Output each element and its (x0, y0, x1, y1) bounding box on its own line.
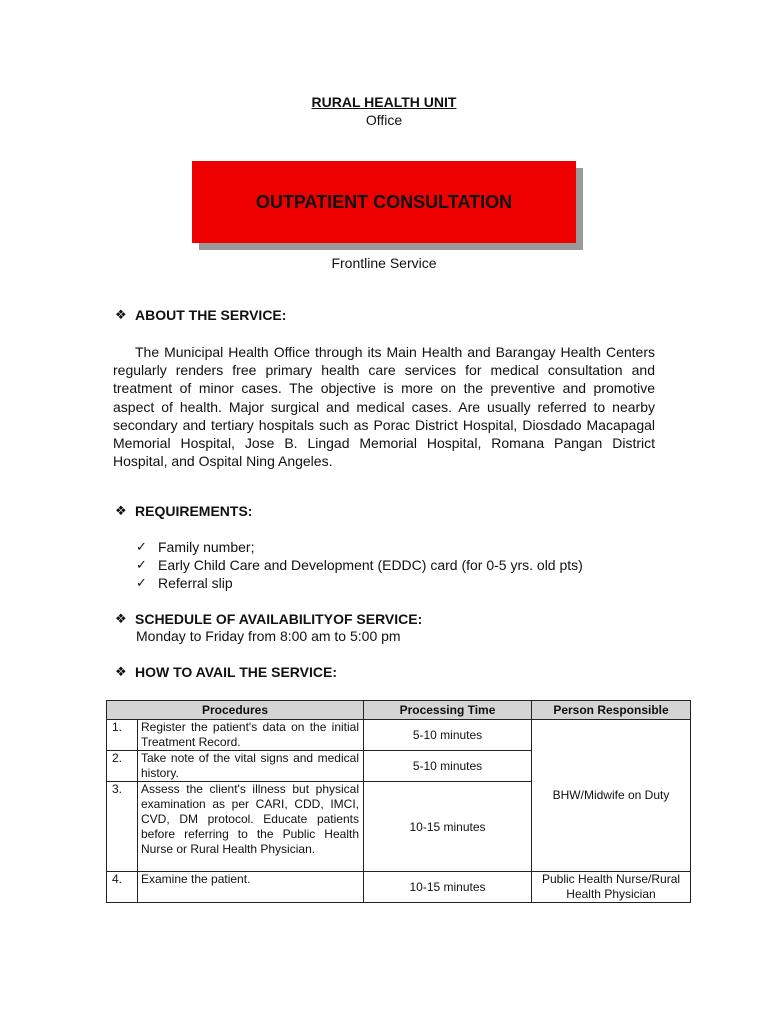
unit-title: RURAL HEALTH UNIT (311, 94, 457, 110)
diamond-bullet-icon: ❖ (115, 611, 127, 626)
about-heading (115, 307, 286, 323)
step-description: Examine the patient. (138, 872, 364, 903)
requirement-item (136, 575, 233, 591)
table-row (107, 720, 691, 751)
diamond-bullet-icon: ❖ (115, 307, 127, 322)
requirements-heading (115, 503, 252, 519)
processing-time: 10-15 minutes (364, 872, 532, 903)
procedures-table (106, 700, 691, 903)
checkmark-icon: ✓ (136, 575, 147, 590)
service-type: Frontline Service (331, 255, 437, 271)
procedures-header: Procedures (107, 701, 364, 720)
table-header-row (107, 701, 691, 720)
step-number: 1. (107, 720, 138, 751)
how-to-heading-text: HOW TO AVAIL THE SERVICE: (135, 664, 337, 680)
requirement-item (136, 557, 583, 573)
schedule-heading-text: SCHEDULE OF AVAILABILITYOF SERVICE: (135, 611, 423, 627)
processing-time-header: Processing Time (364, 701, 532, 720)
about-heading-text: ABOUT THE SERVICE: (135, 307, 287, 323)
step-number: 3. (107, 782, 138, 872)
person-responsible: Public Health Nurse/Rural Health Physician (532, 872, 691, 903)
checkmark-icon: ✓ (136, 539, 147, 554)
unit-subtitle: Office (365, 112, 403, 128)
processing-time: 5-10 minutes (364, 751, 532, 782)
checkmark-icon: ✓ (136, 557, 147, 572)
requirement-text: Early Child Care and Development (EDDC) card (for 0-5 yrs. old pts) (158, 557, 583, 573)
diamond-bullet-icon: ❖ (115, 664, 127, 679)
requirement-text: Referral slip (158, 575, 233, 591)
step-number: 4. (107, 872, 138, 903)
table-row (107, 872, 691, 903)
step-description: Take note of the vital signs and medical history. (138, 751, 364, 782)
schedule-text: Monday to Friday from 8:00 am to 5:00 pm (136, 628, 401, 644)
service-title: OUTPATIENT CONSULTATION (255, 191, 513, 212)
service-title-banner (192, 161, 576, 243)
step-number: 2. (107, 751, 138, 782)
requirement-item (136, 539, 254, 555)
requirements-heading-text: REQUIREMENTS: (135, 503, 253, 519)
requirement-text: Family number; (158, 539, 255, 555)
schedule-heading (115, 611, 422, 627)
about-body: The Municipal Health Office through its Main Health and Barangay Health Centers regularly renders free primary health care services for medical consultation and treatment of minor cases. The objective is more on the preventive and promotive aspect of health. Major surgical and medical cases. Are usually referred to nearby secondary and tertiary hospitals such as Porac District Hospital, Diosdado Macapagal Memorial Hospital, Jose B. Lingad Memorial Hospital, Romana Pangan District Hospital, and Ospital Ning Angeles. (113, 344, 655, 470)
step-description: Register the patient's data on the initial Treatment Record. (138, 720, 364, 751)
processing-time: 5-10 minutes (364, 720, 532, 751)
step-description: Assess the client's illness but physical examination as per CARI, CDD, IMCI, CVD, DM protocol. Educate patients before referring to the Public Health Nurse or Rural Health Physician. (138, 782, 364, 872)
processing-time: 10-15 minutes (364, 782, 532, 872)
diamond-bullet-icon: ❖ (115, 503, 127, 518)
person-responsible-header: Person Responsible (532, 701, 691, 720)
person-responsible: BHW/Midwife on Duty (532, 720, 691, 872)
how-to-heading (115, 664, 337, 680)
